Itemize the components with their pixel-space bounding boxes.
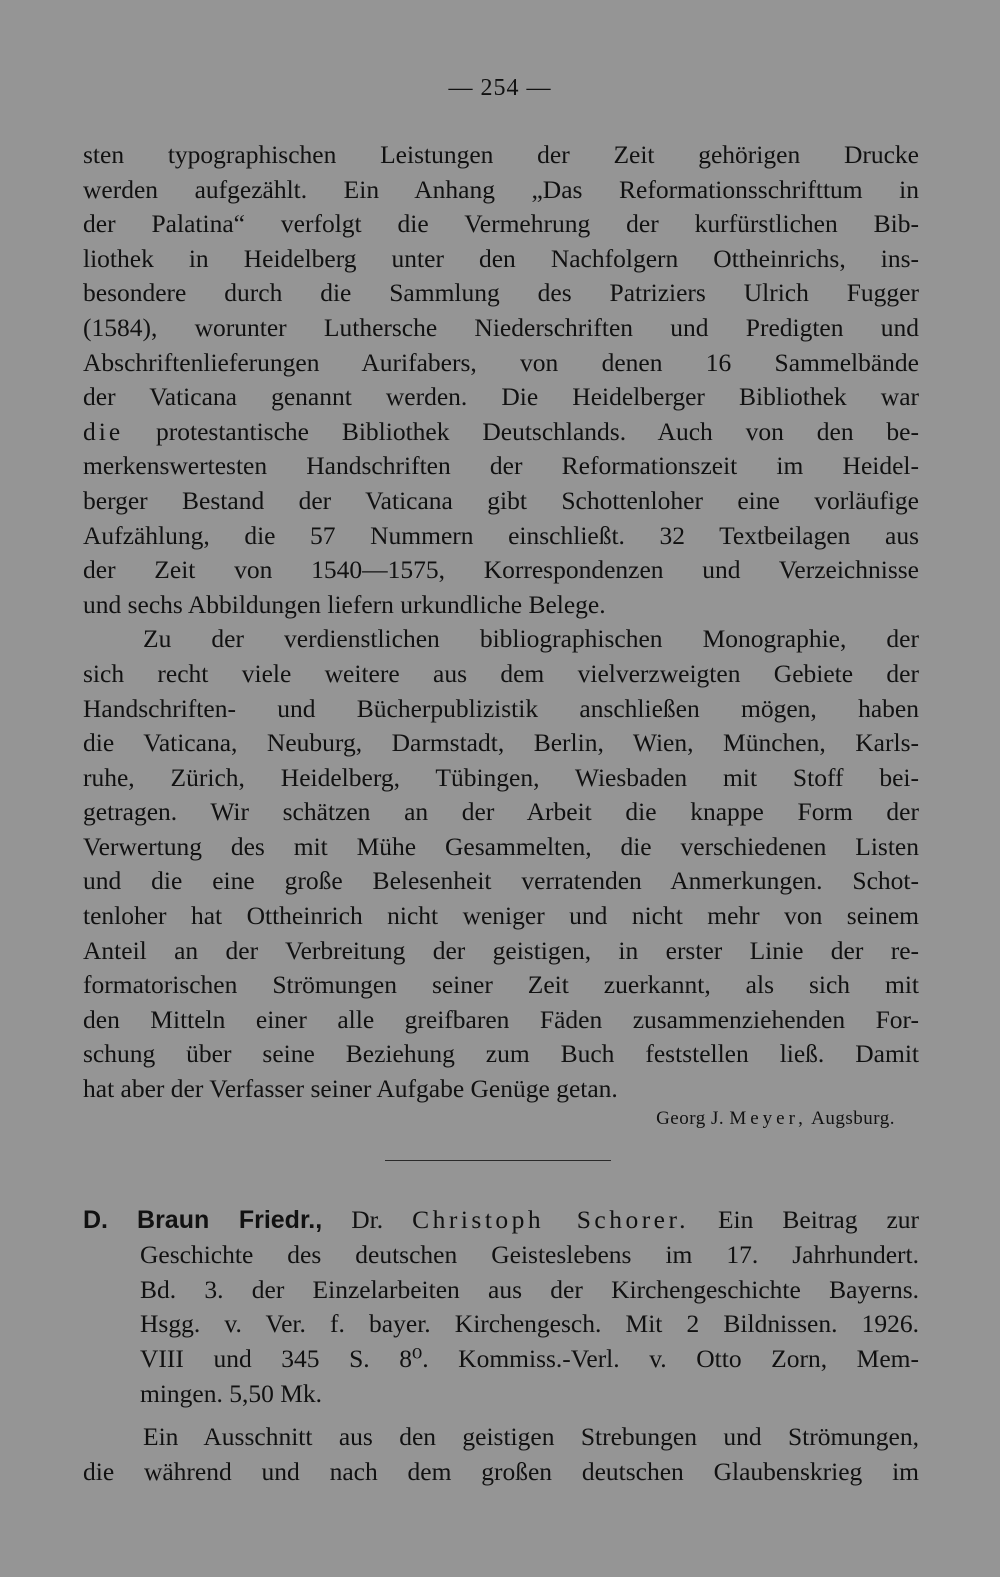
- entry-line: VIII und 345 S. 8⁰. Kommiss.-Verl. v. Otto Zorn, Mem-: [140, 1344, 919, 1374]
- entry-book-title: Christoph Schorer.: [412, 1205, 689, 1234]
- entry-line: Hsgg. v. Ver. f. bayer. Kirchengesch. Mit 2 Bildnissen. 1926.: [140, 1309, 919, 1339]
- text-line: Zu der verdienstlichen bibliographischen Monographie, der: [143, 624, 919, 654]
- entry-author-title: Dr.: [351, 1205, 384, 1234]
- text-line: [83, 415, 919, 450]
- text-line: und sechs Abbildungen liefern urkundliche Belege.: [83, 589, 606, 619]
- text-line: Verwertung des mit Mühe Gesammelten, die verschiedenen Listen: [83, 831, 919, 861]
- text-line: liothek in Heidelberg unter den Nachfolgern Ottheinrichs, ins-: [83, 243, 919, 273]
- text-line: tenloher hat Ottheinrich nicht weniger und nicht mehr von seinem: [83, 901, 919, 931]
- text-line: Aufzählung, die 57 Nummern einschließt. 32 Textbeilagen aus: [83, 520, 919, 550]
- section-divider: [385, 1160, 611, 1161]
- text-line: Abschriftenlieferungen Aurifabers, von denen 16 Sammelbände: [83, 347, 919, 377]
- signature-place: Augsburg.: [811, 1108, 895, 1129]
- text-line: der Vaticana genannt werden. Die Heidelberger Bibliothek war: [83, 382, 919, 412]
- signature-surname: Meyer,: [729, 1108, 807, 1129]
- text-line: ruhe, Zürich, Heidelberg, Tübingen, Wiesbaden mit Stoff bei-: [83, 762, 919, 792]
- text-line: den Mitteln einer alle greifbaren Fäden zusammenziehenden For-: [83, 1004, 919, 1034]
- text-line: Handschriften- und Bücherpublizistik anschließen mögen, haben: [83, 693, 919, 723]
- text-line: sich recht viele weitere aus dem vielverzweigten Gebiete der: [83, 658, 919, 688]
- text-line-rest: protestantische Bibliothek Deutschlands. Auch von den be-: [156, 416, 919, 446]
- next-review-text: [83, 1420, 919, 1490]
- entry-author: Braun Friedr.,: [137, 1206, 323, 1234]
- emphasized-word: die: [83, 416, 124, 446]
- entry-line: mingen. 5,50 Mk.: [140, 1378, 323, 1408]
- bibliography-entry: [83, 1203, 919, 1412]
- text-line: werden aufgezählt. Ein Anhang „Das Reformationsschrifttum in: [83, 174, 919, 204]
- entry-line: Geschichte des deutschen Geisteslebens im 17. Jahrhundert.: [140, 1239, 919, 1269]
- text-line: hat aber der Verfasser seiner Aufgabe Genüge getan.: [83, 1074, 618, 1104]
- text-line: merkenswertesten Handschriften der Reformationszeit im Heidel-: [83, 451, 919, 481]
- text-line: formatorischen Strömungen seiner Zeit zuerkannt, als sich mit: [83, 970, 919, 1000]
- text-line: getragen. Wir schätzen an der Arbeit die knappe Form der: [83, 797, 919, 827]
- text-line: berger Bestand der Vaticana gibt Schottenloher eine vorläufige: [83, 485, 919, 515]
- text-line: Ein Ausschnitt aus den geistigen Strebungen und Strömungen,: [143, 1422, 919, 1451]
- text-line: die während und nach dem großen deutschen Glaubenskrieg im: [83, 1456, 919, 1486]
- text-line: die Vaticana, Neuburg, Darmstadt, Berlin, Wien, München, Karls-: [83, 728, 919, 758]
- text-line: besondere durch die Sammlung des Patriziers Ulrich Fugger: [83, 278, 919, 308]
- signature-first-name: Georg J.: [656, 1108, 725, 1129]
- text-line: sten typographischen Leistungen der Zeit gehörigen Drucke: [83, 140, 919, 169]
- text-line: und die eine große Belesenheit verratenden Anmerkungen. Schot-: [83, 866, 919, 896]
- entry-letter: D.: [83, 1206, 108, 1234]
- review-signature: [656, 1108, 895, 1130]
- text-line: (1584), worunter Luthersche Niederschriften und Predigten und: [83, 312, 919, 342]
- entry-subtitle-start: Ein Beitrag zur: [717, 1205, 919, 1234]
- entry-line: Bd. 3. der Einzelarbeiten aus der Kirchengeschichte Bayerns.: [140, 1274, 919, 1304]
- entry-heading-line: [83, 1203, 919, 1238]
- page-number: — 254 —: [448, 75, 552, 101]
- text-line: schung über seine Beziehung zum Buch feststellen ließ. Damit: [83, 1039, 919, 1069]
- text-line: der Palatina“ verfolgt die Vermehrung der kurfürstlichen Bib-: [83, 209, 919, 239]
- text-line: Anteil an der Verbreitung der geistigen, in erster Linie der re-: [83, 935, 919, 965]
- text-line: der Zeit von 1540—1575, Korrespondenzen und Verzeichnisse: [83, 555, 919, 585]
- review-text: [83, 138, 919, 1107]
